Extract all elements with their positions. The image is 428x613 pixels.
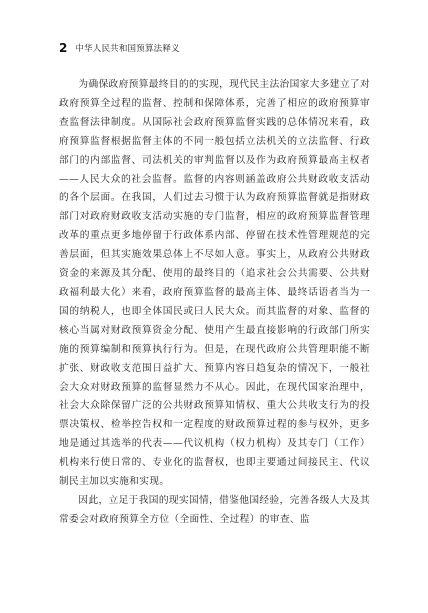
paragraph: 因此，立足于我国的现实国情，借鉴他国经验，完善各级人大及其常委会对政府预算全方位（全面性、全过程）的审查、监 [59,494,370,525]
paragraph: 为确保政府预算最终目的的实现，现代民主法治国家大多建立了对政府预算全过程的监督、控制和保障体系，完善了相应的政府预算审查监督法律制度。从国际社会政府预算监督实践的总体情况来看，政府预算监督根据监督主体的不同一般包括立法机关的立法监督、行政部门的内部监督、司法机关的审判监督以及作为政府预算最高主权者——人民大众的社会监督。监督的内容则涵盖政府公共财政收支活动的各个层面。在我国，人们过去习惯于认为政府预算监督就是指财政部门对政府财政收支活动实施的专门监督，相应的政府预算监督管理改革的重点更多地停留于行政体系内部、停留在技术性管理规范的完善层面，但其实施效果总体上不尽如人意。事实上，从政府公共财政资金的来源及其分配、使用的最终目的（追求社会公共需要、公共财政福利最大化）来看，政府预算监督的最高主体、最终话语者当为一国的纳税人，也即全体国民或曰人民大众。而其监督的对象、监督的核心当属对财政预算资金分配、使用产生最直接影响的行政部门所实施的预算编制和预算执行行为。但是，在现代政府公共管理职能不断扩张、财政收支范围日益扩大、预算内容日趋复杂的情况下，一般社会大众对财政预算的监督显然力不从心。因此，在现代国家治理中，社会大众除保留广泛的公共财政预算知情权、重大公共收支行为的投票决策权、检举控告权和一定程度的财政预算过程的参与权外，更多地是通过其选举的代表——代议机构（权力机构）及其专门（工作）机构来行使日常的、专业化的监督权，也即主要通过间接民主、代议制民主加以实施和实现。 [59,79,370,488]
page-number: 2 [59,41,68,55]
page-header [59,40,180,56]
running-title: 中华人民共和国预算法释义 [75,44,180,54]
body-text [59,76,370,530]
